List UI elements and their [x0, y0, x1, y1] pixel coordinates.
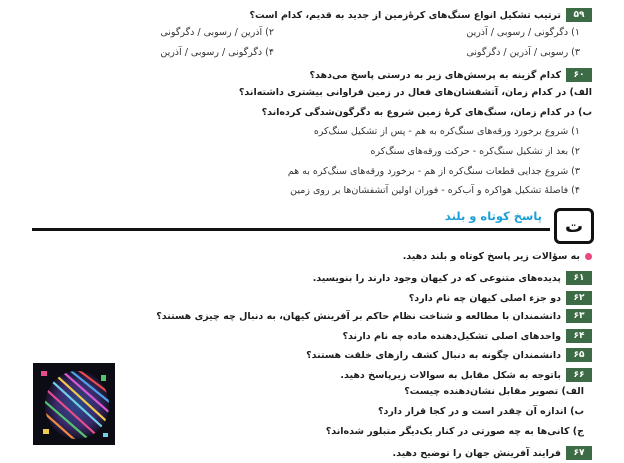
question-number: ۶۷ [566, 446, 592, 460]
q66-part-a: الف) تصویر مقابل نشان‌دهنده چیست؟ [404, 386, 584, 397]
crystal-graphic [33, 363, 115, 445]
section-letter-box [554, 208, 594, 244]
option-3: ۳) شروع جدایی قطعات سنگ‌کره از هم - برخورد ورقه‌های سنگ‌کره به هم [287, 166, 580, 177]
part-a: الف) در کدام زمان، آتشفشان‌های فعال در زمین فراوانی بیشتری داشته‌اند؟ [238, 87, 592, 98]
question-61 [313, 269, 592, 287]
question-text: ترتیب تشکیل انواع سنگ‌های کرهٔ‌زمین از جدید به قدیم، کدام است؟ [249, 9, 561, 21]
question-text: واحدهای اصلی تشکیل‌دهنده ماده چه نام دارند؟ [342, 330, 561, 342]
question-66 [340, 366, 592, 384]
option-2: ۲) بعد از تشکیل سنگ‌کره - حرکت ورقه‌های سنگ‌کره [370, 146, 580, 157]
q66-part-c: ج) کانی‌ها به چه صورتی در کنار یک‌دیگر متبلور شده‌اند؟ [325, 426, 584, 437]
question-number: ۵۹ [566, 8, 592, 22]
option-3: ۳) رسوبی / آذرین / دگرگونی [466, 47, 580, 58]
option-4: ۴) فاصلهٔ تشکیل هواکره و آب‌کره - فوران اولین آتشفشان‌ها بر روی زمین [290, 185, 580, 196]
question-63 [156, 307, 592, 325]
question-64 [343, 327, 592, 345]
question-65 [306, 346, 592, 364]
question-text: باتوجه به شکل مقابل به سوالات زیرپاسخ دهید. [340, 369, 561, 381]
question-text: دانشمندان چگونه به دنبال کشف رازهای خلقت هستند؟ [306, 349, 561, 361]
option-1: ۱) دگرگونی / رسوبی / آذرین [466, 27, 580, 38]
question-number: ۶۶ [566, 368, 592, 382]
question-number: ۶۰ [566, 68, 592, 82]
part-b: ب) در کدام زمان، سنگ‌های کرهٔ زمین شروع به دگرگون‌شدگی کرده‌اند؟ [261, 107, 592, 118]
question-67 [393, 444, 593, 462]
option-1: ۱) شروع برخورد ورقه‌های سنگ‌کره به هم - پس از تشکیل سنگ‌کره [313, 126, 580, 137]
question-text: کدام گزینه به پرسش‌های زیر به درستی پاسخ می‌دهد؟ [309, 69, 561, 81]
question-number: ۶۵ [566, 348, 592, 362]
question-number: ۶۲ [566, 291, 592, 305]
question-number: ۶۱ [566, 271, 592, 285]
section-title: پاسخ کوتاه و بلند [444, 209, 542, 223]
section-letter: ت [564, 215, 584, 237]
question-60 [310, 66, 593, 84]
q66-part-b: ب) اندازه آن چقدر است و در کجا قرار دارد؟ [378, 406, 584, 417]
option-4: ۴) دگرگونی / رسوبی / آذرین [160, 47, 274, 58]
question-62 [409, 289, 592, 307]
question-text: دانشمندان با مطالعه و شناخت نظام حاکم بر آفرینش کیهان، به دنبال چه چیزی هستند؟ [156, 310, 561, 322]
section-instruction [403, 251, 592, 262]
question-number: ۶۴ [566, 329, 592, 343]
mineral-crystal-image [33, 363, 115, 445]
instruction-text: به سؤالات زیر پاسخ کوتاه و بلند دهید. [402, 251, 580, 262]
option-2: ۲) آذرین / رسوبی / دگرگونی [160, 27, 274, 38]
bullet-icon [585, 253, 592, 260]
section-divider [32, 228, 550, 231]
question-59 [250, 6, 593, 24]
question-number: ۶۳ [566, 309, 592, 323]
question-text: پدیده‌های متنوعی که در کیهان وجود دارند را بنویسید. [312, 272, 561, 284]
question-text: فرایند آفرینش جهان را توضیح دهید. [392, 447, 561, 459]
question-text: دو جزء اصلی کیهان چه نام دارد؟ [408, 292, 561, 304]
